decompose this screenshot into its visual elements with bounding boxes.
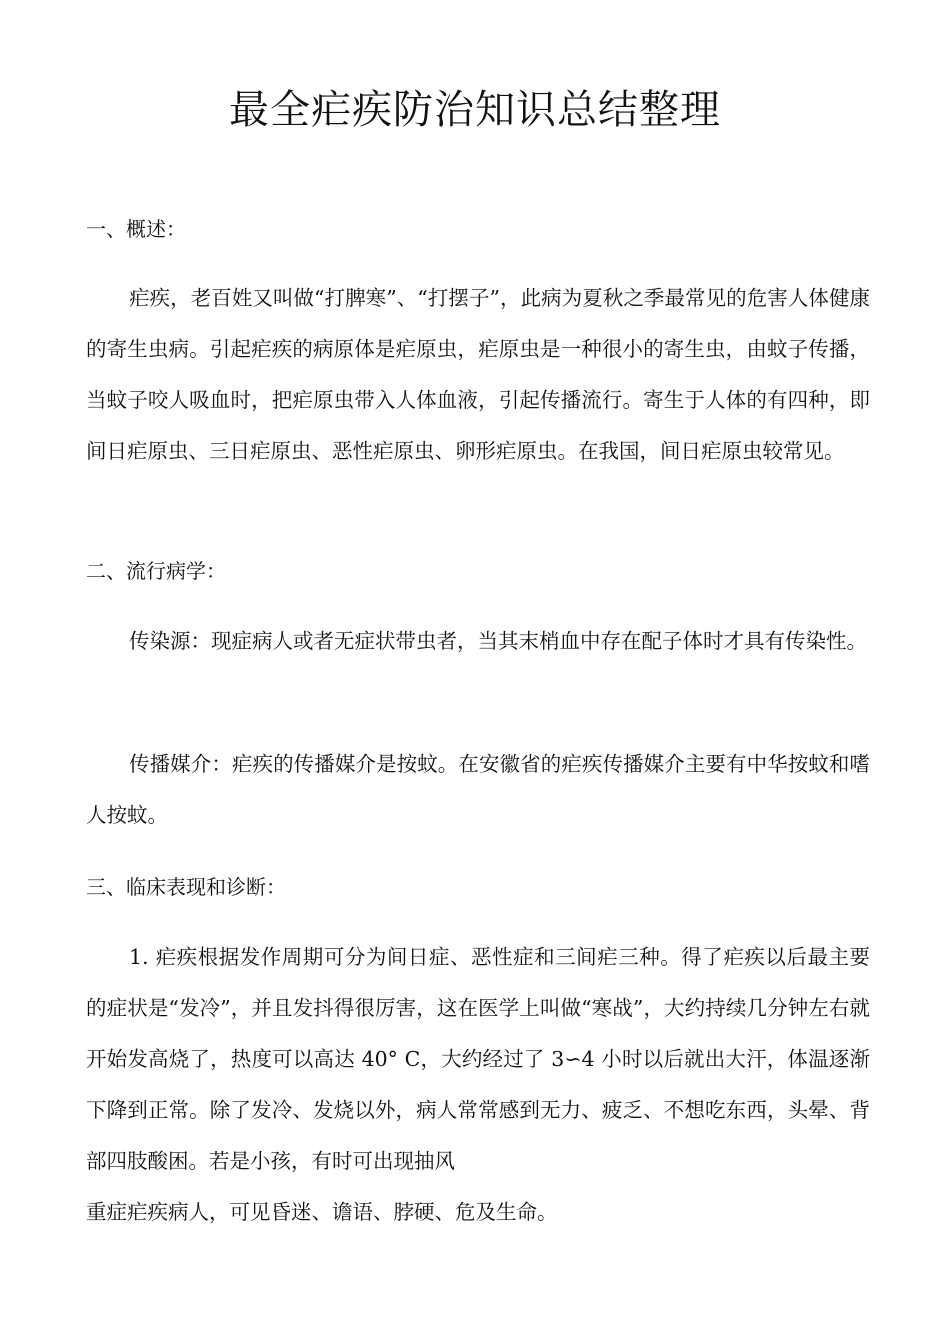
paragraph-transmission-vector: 传播媒介：疟疾的传播媒介是按蚊。在安徽省的疟疾传播媒介主要有中华按蚊和嗜人按蚊。 bbox=[86, 752, 870, 827]
section-heading-epidemiology: 二、流行病学： bbox=[86, 559, 226, 583]
section-heading-overview: 一、概述： bbox=[86, 217, 186, 241]
paragraph-severe-cases: 重症疟疾病人，可见昏迷、谵语、脖硬、危及生命。 bbox=[86, 1200, 558, 1224]
paragraph-infection-source: 传染源：现症病人或者无症状带虫者，当其末梢血中存在配子体时才具有传染性。 bbox=[129, 629, 867, 653]
paragraph-overview: 疟疾，老百姓又叫做“打脾寒”、“打摆子”，此病为夏秋之季最常见的危害人体健康的寄生虫病。引起疟疾的病原体是疟原虫，疟原虫是一种很小的寄生虫，由蚊子传播，当蚊子咬人吸血时，把疟原虫带入人体血液，引起传播流行。寄生于人体的有四种，即间日疟原虫、三日疟原虫、恶性疟原虫、卵形疟原虫。在我国，间日疟原虫较常见。 bbox=[86, 286, 870, 463]
section-heading-clinical: 三、临床表现和诊断： bbox=[86, 875, 286, 899]
document-title: 最全疟疾防治知识总结整理 bbox=[229, 87, 721, 133]
paragraph-clinical-symptoms: 1. 疟疾根据发作周期可分为间日症、恶性症和三间疟三种。得了疟疾以后最主要的症状是“发冷”，并且发抖得很厉害，这在医学上叫做“寒战”，大约持续几分钟左右就开始发高烧了，热度可以高达 40° C，大约经过了 3∽4 小时以后就出大汗，体温逐渐下降到正常。除了发冷、发烧以外，病人常常感到无力、疲乏、不想吃东西，头晕、背部四肢酸困。若是小孩，有时可出现抽风 bbox=[86, 945, 870, 1173]
